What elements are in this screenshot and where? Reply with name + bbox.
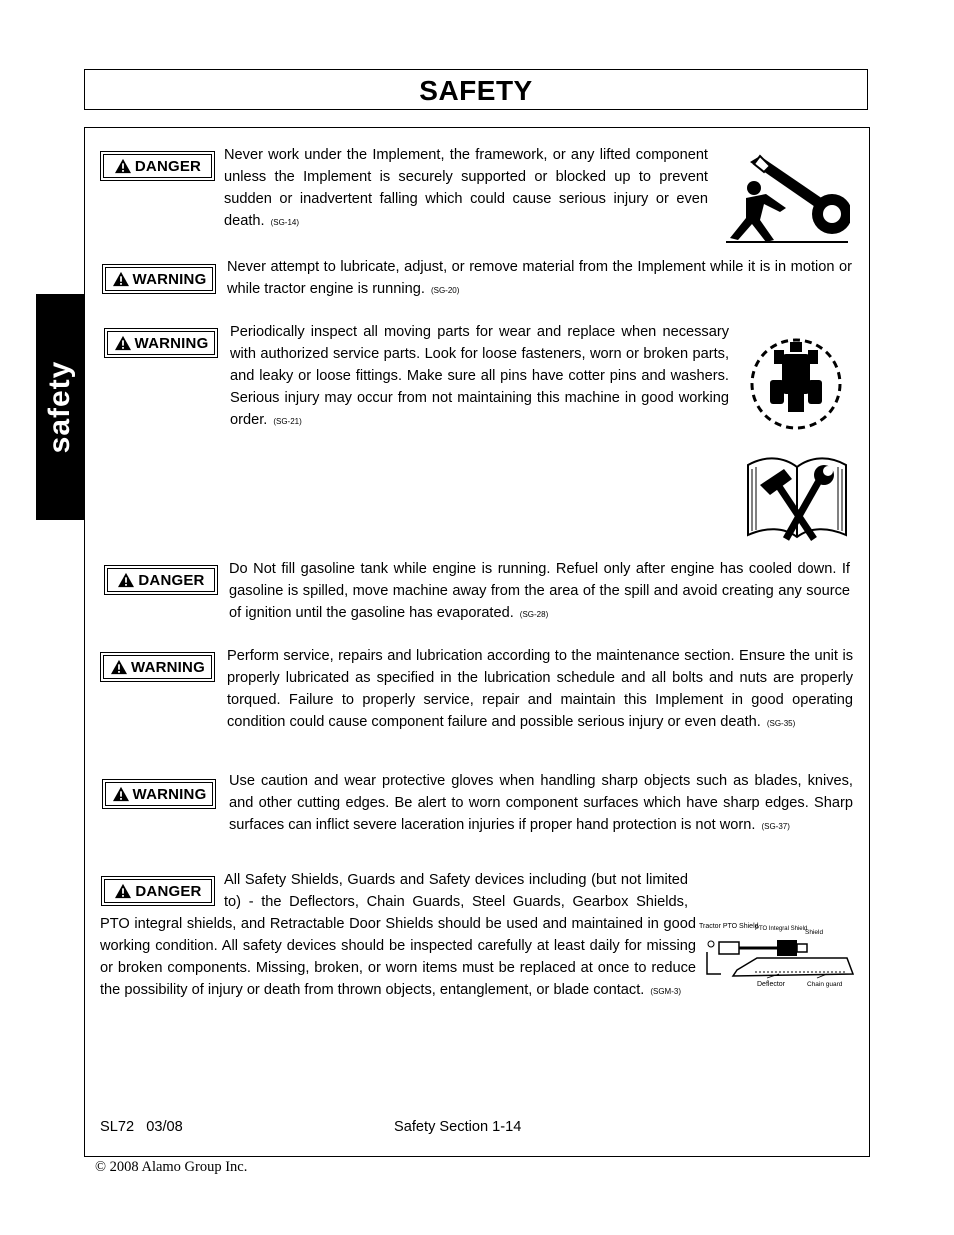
badge-label: DANGER [138,571,205,589]
exclamation-triangle-icon [112,271,130,287]
right-wrap-spacer [688,869,696,913]
warning-badge [102,264,216,294]
warning-badge [102,779,216,809]
exclamation-triangle-icon [114,335,132,351]
read-manual-tools-illustration [744,451,850,541]
label-pto-integral-shield: PTO Integral Shield [755,926,808,932]
safety-message-sgm-3: All Safety Shields, Guards and Safety devices including (but not limited to) - the Deflectors, Chain Guards, Steel Guards, Gearbox Shields, PTO integral shields, and Retractable Door Shields should be used and maintained in good working condition. All safety devices should be inspected carefully at least daily for missing or broken components. Missing, broken, or worn items must be replaced at once to reduce the possibility of injury or death from thrown objects, entanglement, or blade contact. (SGM-3) [100,869,696,1003]
badge-label: DANGER [134,157,202,175]
safety-message-sg-20: Never attempt to lubricate, adjust, or remove material from the Implement while it is in motion or while tractor engine is running. (SG-20) [227,259,852,297]
message-code: (SG-28) [519,610,549,619]
footer-section: Safety Section 1-14 [394,1119,522,1135]
tractor-inspection-illustration [746,334,846,434]
badge-label: WARNING [131,658,205,676]
copyright-notice: © 2008 Alamo Group Inc. [95,1159,248,1175]
danger-badge [100,151,215,181]
crushing-hazard-illustration [724,150,850,246]
label-shield: Shield [805,929,824,936]
label-tractor-pto-shield: Tractor PTO Shield [699,923,759,930]
danger-badge [104,565,218,595]
warning-badge [104,328,218,358]
safety-message-sg-37: Use caution and wear protective gloves when handling sharp objects such as blades, knives, and other cutting edges. Be alert to worn component surfaces which have sharp edges. Sharp surfaces can inflict severe laceration injuries if proper hand protection is not worn. (SG-37) [229,773,853,833]
message-code: (SGM-3) [650,987,681,996]
badge-label: WARNING [132,270,207,288]
message-code: (SG-35) [766,719,796,728]
message-code: (SG-37) [761,822,790,831]
footer-model-date: SL72 03/08 [100,1119,183,1135]
page-title: SAFETY [419,75,533,106]
badge-label: WARNING [134,334,209,352]
badge-wrap-spacer [100,869,224,909]
message-code: (SG-20) [430,286,460,295]
message-code: (SG-21) [273,417,302,426]
exclamation-triangle-icon [117,572,135,588]
shield-guard-diagram [697,918,855,994]
badge-label: WARNING [132,785,207,803]
safety-message-sg-14: Never work under the Implement, the framework, or any lifted component unless the Implement is securely supported or blocked up to prevent sudden or inadvertent falling which could cause serious injury or even death. (SG-14) [224,147,708,229]
label-deflector: Deflector [757,981,786,988]
badge-label: DANGER [135,882,202,900]
side-section-tab [36,294,84,520]
message-code: (SG-14) [270,218,300,227]
exclamation-triangle-icon [110,659,128,675]
label-chain-guard: Chain guard [807,981,843,988]
safety-message-sg-21: Periodically inspect all moving parts for wear and replace when necessary with authorized service parts. Look for loose fasteners, worn or broken parts, and leaky or loose fittings. Make sure all pins have cotter pins and washers. Serious injury may occur from not maintaining this machine in good working order. (SG-21) [230,324,729,428]
warning-badge [100,652,215,682]
exclamation-triangle-icon [112,786,130,802]
side-tab-label: safety [43,360,76,454]
safety-message-sg-28: Do Not fill gasoline tank while engine is running. Refuel only after engine has cooled down. If gasoline is spilled, move machine away from the area of the spill and avoid creating any source of ignition until the gasoline has evaporated. (SG-28) [229,561,850,621]
section-header [84,69,868,110]
exclamation-triangle-icon [114,158,132,174]
safety-message-sg-35: Perform service, repairs and lubrication according to the maintenance section. Ensure the unit is properly lubricated as specified in the lubrication schedule and all bolts and nuts are properly torqued. Failure to properly service, repair and maintain this Implement in good operating condition could cause component failure and possible serious injury or even death. (SG-35) [227,648,853,730]
